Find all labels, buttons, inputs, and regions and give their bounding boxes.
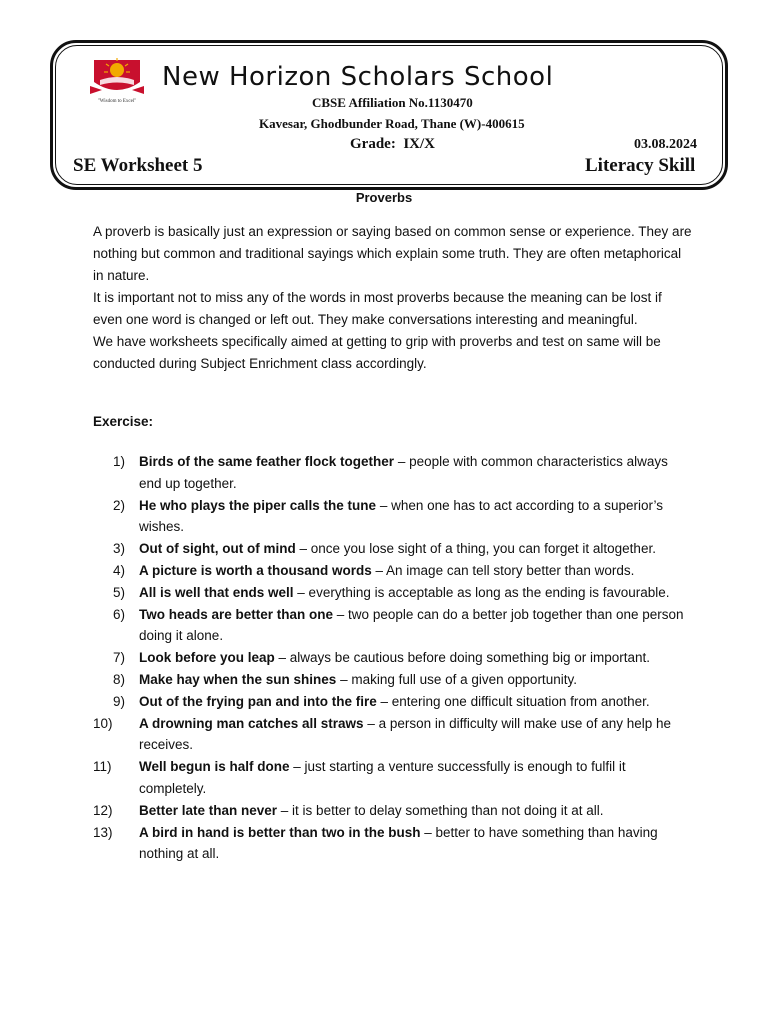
intro-paragraph: A proverb is basically just an expression or saying based on common sense or experience. They are nothing but common and traditional sayings which explain some truth. They are often metaphorical in nature.: [93, 224, 692, 283]
proverb-meaning: – it is better to delay something than not doing it at all.: [277, 802, 604, 818]
list-item: [93, 713, 693, 757]
proverb-text: Out of the frying pan and into the fire: [139, 693, 377, 709]
list-item: [93, 800, 693, 822]
item-number: 6): [113, 606, 126, 622]
proverb-meaning: – a person in difficulty will make use of any help he receives.: [139, 715, 671, 753]
proverb-meaning: – making full use of a given opportunity.: [336, 671, 577, 687]
item-number: 4): [113, 562, 126, 578]
proverb-text: A picture is worth a thousand words: [139, 562, 372, 578]
list-item: [93, 604, 693, 648]
school-logo-icon: [86, 52, 148, 106]
proverb-text: All is well that ends well: [139, 584, 294, 600]
proverb-meaning: – always be cautious before doing something big or important.: [274, 650, 650, 666]
document-title: Proverbs: [355, 190, 413, 205]
item-number: 3): [113, 541, 126, 557]
intro-paragraph: It is important not to miss any of the words in most proverbs because the meaning can be lost if even one word is changed or left out. They make conversations interesting and meaningful.: [93, 290, 662, 327]
item-number: 7): [113, 650, 126, 666]
proverb-text: Well begun is half done: [139, 759, 290, 775]
item-number: 8): [113, 671, 126, 687]
list-item: [93, 538, 693, 560]
list-item: [93, 647, 693, 669]
item-number: 12): [93, 802, 113, 818]
proverb-meaning: – when one has to act according to a superior’s wishes.: [139, 497, 663, 535]
proverb-meaning: – just starting a venture successfully is enough to fulfil it completely.: [139, 759, 626, 796]
proverb-meaning: – better to have something than having nothing at all.: [139, 824, 658, 862]
proverb-text: Make hay when the sun shines: [139, 671, 337, 687]
proverb-text: Look before you leap: [139, 650, 275, 666]
grade-label: Grade: IX/X: [350, 136, 435, 152]
item-number: 13): [93, 824, 113, 840]
item-number: 2): [113, 497, 126, 513]
item-number: 1): [113, 454, 126, 469]
intro-paragraph: We have worksheets specifically aimed at getting to grip with proverbs and test on same will be conducted during Subject Enrichment class accordingly.: [93, 334, 661, 371]
proverb-text: He who plays the piper calls the tune: [139, 497, 377, 513]
list-item: [93, 582, 693, 604]
list-item: [93, 451, 693, 495]
school-address: Kavesar, Ghodbunder Road, Thane (W)-400615: [259, 116, 525, 131]
proverb-text: Out of sight, out of mind: [139, 541, 296, 557]
proverb-text: A bird in hand is better than two in the bush: [139, 824, 421, 840]
affiliation-number: CBSE Affiliation No.1130470: [312, 95, 473, 110]
school-name: New Horizon Scholars School: [162, 62, 554, 92]
worksheet-date: 03.08.2024: [634, 137, 697, 152]
proverb-meaning: – people with common characteristics always end up together.: [139, 454, 668, 491]
item-number: 9): [113, 693, 126, 709]
proverb-meaning: – once you lose sight of a thing, you can forget it altogether.: [295, 541, 656, 557]
list-item: [93, 669, 693, 691]
list-item: [93, 495, 693, 539]
list-item: [93, 822, 693, 866]
exercise-heading: Exercise:: [93, 414, 154, 429]
proverb-text: Two heads are better than one: [139, 606, 334, 622]
proverb-meaning: – everything is acceptable as long as the ending is favourable.: [293, 584, 670, 600]
item-number: 10): [93, 715, 113, 731]
proverb-text: Better late than never: [139, 802, 278, 818]
list-item: [93, 756, 693, 800]
worksheet-title: SE Worksheet 5: [73, 155, 203, 176]
list-item: [93, 560, 693, 582]
proverb-meaning: – An image can tell story better than words.: [371, 562, 635, 578]
subject-label: Literacy Skill: [585, 155, 696, 176]
exercise-list: [93, 451, 693, 865]
logo-motto: "Wisdom to Excel": [97, 99, 137, 104]
intro-section: [93, 221, 693, 375]
proverb-text: A drowning man catches all straws: [139, 715, 364, 731]
proverb-text: Birds of the same feather flock together: [139, 454, 395, 469]
item-number: 11): [93, 759, 112, 775]
proverb-meaning: – two people can do a better job together than one person doing it alone.: [139, 606, 684, 644]
proverb-meaning: – entering one difficult situation from another.: [376, 693, 650, 709]
item-number: 5): [113, 584, 126, 600]
list-item: [93, 691, 693, 713]
